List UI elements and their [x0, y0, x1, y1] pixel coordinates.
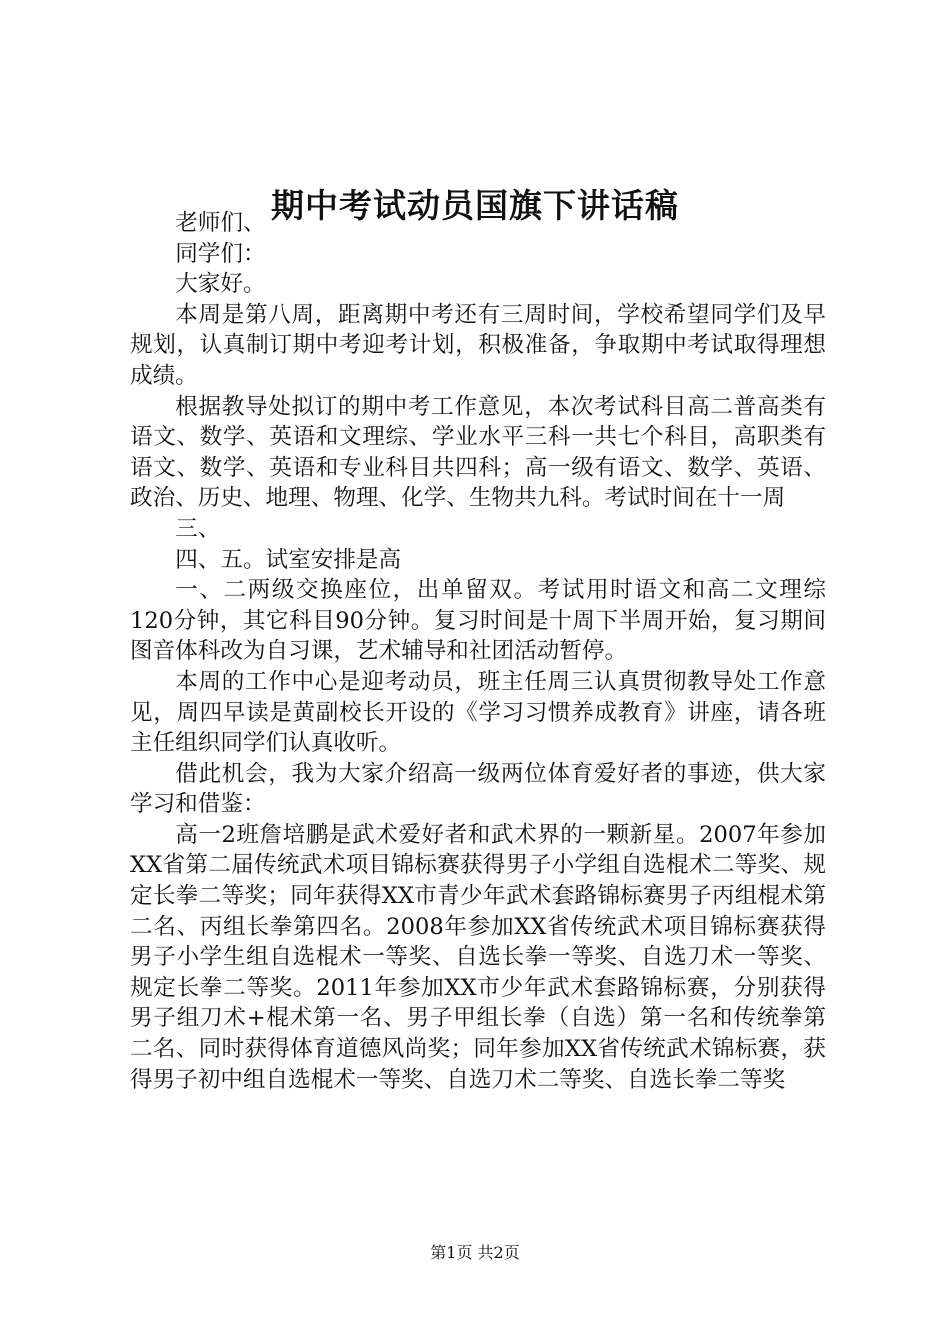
- paragraph-work-focus: 本周的工作中心是迎考动员，班主任周三认真贯彻教导处工作意见，周四早读是黄副校长开设的《学习习惯养成教育》讲座，请各班主任组织同学们认真收听。: [130, 668, 826, 757]
- paragraph-greeting-students: 同学们：: [175, 240, 266, 267]
- page-footer: 第1页 共2页: [430, 1243, 520, 1262]
- paragraph-exam-subjects: 根据教导处拟订的期中考工作意见，本次考试科目高二普高类有语文、数学、英语和文理综、学业水平三科一共七个科目，高职类有语文、数学、英语和专业科目共四科；高一级有语文、数学、英语、政治、历史、地理、物理、化学、生物共九科。考试时间在十一周: [130, 393, 826, 512]
- paragraph-fragment-three: 三、: [175, 515, 221, 542]
- paragraph-fragment-four-five: 四、五。试室安排是高: [175, 546, 402, 573]
- paragraph-student-achievements: 高一2班詹培鹏是武术爱好者和武术界的一颗新星。2007年参加XX省第二届传统武术项目锦标赛获得男子小学组自选棍术二等奖、规定长拳二等奖；同年获得XX市青少年武术套路锦标赛男子丙组棍术第二名、丙组长拳第四名。2008年参加XX省传统武术项目锦标赛获得男子小学生组自选棍术一等奖、自选长拳一等奖、自选刀术一等奖、规定长拳二等奖。2011年参加XX市少年武术套路锦标赛，分别获得男子组刀术+棍术第一名、男子甲组长拳（自选）第一名和传统拳第二名、同时获得体育道德风尚奖；同年参加XX省传统武术锦标赛，获得男子初中组自选棍术一等奖、自选刀术二等奖、自选长拳二等奖: [130, 821, 826, 1093]
- paragraph-greeting-all: 大家好。: [175, 271, 266, 298]
- paragraph-week-notice: 本周是第八周，距离期中考还有三周时间，学校希望同学们及早规划，认真制订期中考迎考计划，积极准备，争取期中考试取得理想成绩。: [130, 301, 826, 389]
- paragraph-greeting-teachers: 老师们、: [175, 210, 266, 236]
- document-body: [130, 208, 826, 1095]
- paragraph-introduction: 借此机会，我为大家介绍高一级两位体育爱好者的事迹，供大家学习和借鉴：: [130, 760, 826, 818]
- paragraph-exam-arrangement: 一、二两级交换座位，出单留双。考试用时语文和高二文理综120分钟，其它科目90分钟。复习时间是十周下半周开始，复习期间图音体科改为自习课，艺术辅导和社团活动暂停。: [130, 577, 826, 665]
- document-title: 期中考试动员国旗下讲话稿: [271, 186, 679, 225]
